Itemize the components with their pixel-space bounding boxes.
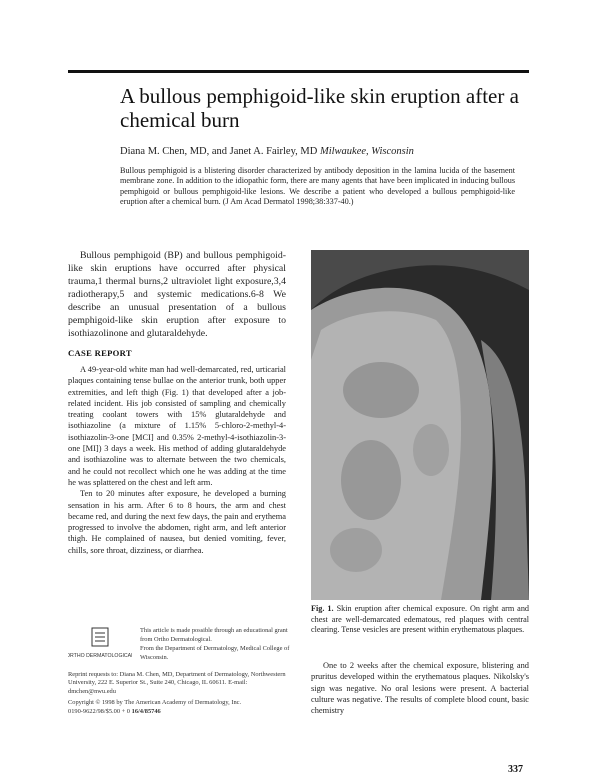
- support-note: This article is made possible through an educational grant from Ortho Dermatological.: [140, 627, 288, 643]
- clinical-photo-illustration: [311, 250, 529, 600]
- section-heading: CASE REPORT: [68, 348, 132, 358]
- article-codes: [68, 708, 286, 717]
- case-paragraph-2: Ten to 20 minutes after exposure, he developed a burning sensation in his arm. After 6 to 8 hours, the arm and chest became red, and during the next few days, the pain and erythema progressed to involve the abdomen, right arm, and left anterior thigh. He complained of nausea, but denied vomiting, fever, chills, sore throat, dizziness, or diarrhea.: [68, 489, 286, 555]
- page-number: 337: [508, 764, 523, 775]
- footnote-block: [140, 627, 290, 663]
- article-code-2: 16/4/85746: [131, 707, 161, 715]
- figure-caption-text: Skin eruption after chemical exposure. On right arm and chest are well-demarcated edematous, red plaques with central clearing. Tense vesicles are present within erythematous plaques.: [311, 604, 530, 635]
- article-title: A bullous pemphigoid-like skin eruption after a chemical burn: [120, 84, 519, 132]
- figure-photo: [311, 250, 529, 600]
- figure-caption: [311, 604, 529, 636]
- authors: Diana M. Chen, MD, and Janet A. Fairley, MD: [120, 146, 318, 157]
- from-note: From the Department of Dermatology, Medical College of Wisconsin.: [140, 645, 290, 661]
- right-paragraph-1: One to 2 weeks after the chemical exposure, blistering and pruritus developed within the erythematous plaques. Nikolsky's sign was negative. No oral lesions were present. A bacterial culture was negative. The results of complete blood count, basic chemistry: [311, 661, 529, 716]
- logo-text: ORTHO DERMATOLOGICAL: [68, 653, 132, 659]
- case-paragraph-1: A 49-year-old white man had well-demarcated, red, urticarial plaques containing tense bullae on the anterior trunk, both upper extremities, and left thigh (Fig. 1) that developed after a job-related incident. His job consisted of sampling and chemically treating coolant towers with 15% glutaraldehyde and isothiazoline (a mixture of 1.15% 5-chloro-2-methyl-4-isothiazolin-3-one [MCI] and 0.35% 2-methyl-4-isothiazolin-3-one [MI]) 3 days a week. His method of adding glutaraldehyde and isothiazoline was to alternate between the two chemicals, and he could not recollect which one he was adding at the time he was splattered on the chest and left arm.: [68, 365, 286, 487]
- introduction: [68, 249, 286, 340]
- article-code-1: 0190-9622/98/$5.00 + 0: [68, 707, 131, 715]
- author-location: Milwaukee, Wisconsin: [319, 146, 414, 157]
- right-column: [311, 660, 529, 716]
- copyright-block: [68, 699, 286, 716]
- title-rule: [68, 70, 529, 73]
- author-line: [120, 146, 520, 157]
- figure-label: Fig. 1.: [311, 604, 334, 613]
- abstract: Bullous pemphigoid is a blistering disorder characterized by antibody deposition in the lamina lucida of the basement membrane zone. In addition to the idiopathic form, there are many agents that have been implicated in inducing bullous pemphigoid or bullous pemphigoid-like lesions. We describe a patient who developed a bullous pemphigoid-like eruption after a chemical burn. (J Am Acad Dermatol 1998;38:337-40.): [120, 166, 515, 207]
- copyright-text: Copyright © 1998 by The American Academy of Dermatology, Inc.: [68, 699, 242, 706]
- reprint-note: Reprint requests to: Diana M. Chen, MD, Department of Dermatology, Northwestern University, 222 E. Superior St., Suite 240, Chicago, IL 60611. E-mail: dmchen@nwu.edu: [68, 671, 286, 695]
- ortho-logo-icon: [68, 627, 132, 661]
- ortho-logo: [68, 627, 132, 661]
- intro-paragraph: Bullous pemphigoid (BP) and bullous pemphigoid-like skin eruptions have occurred after physical trauma,1 thermal burns,2 ultraviolet light exposure,3,4 radiotherapy,5 and systemic medications.6-8 We describe an unusual presentation of a bullous pemphigoid-like skin eruption after exposure to isothiazolinone and glutaraldehyde.: [68, 250, 286, 339]
- left-column: [68, 249, 286, 556]
